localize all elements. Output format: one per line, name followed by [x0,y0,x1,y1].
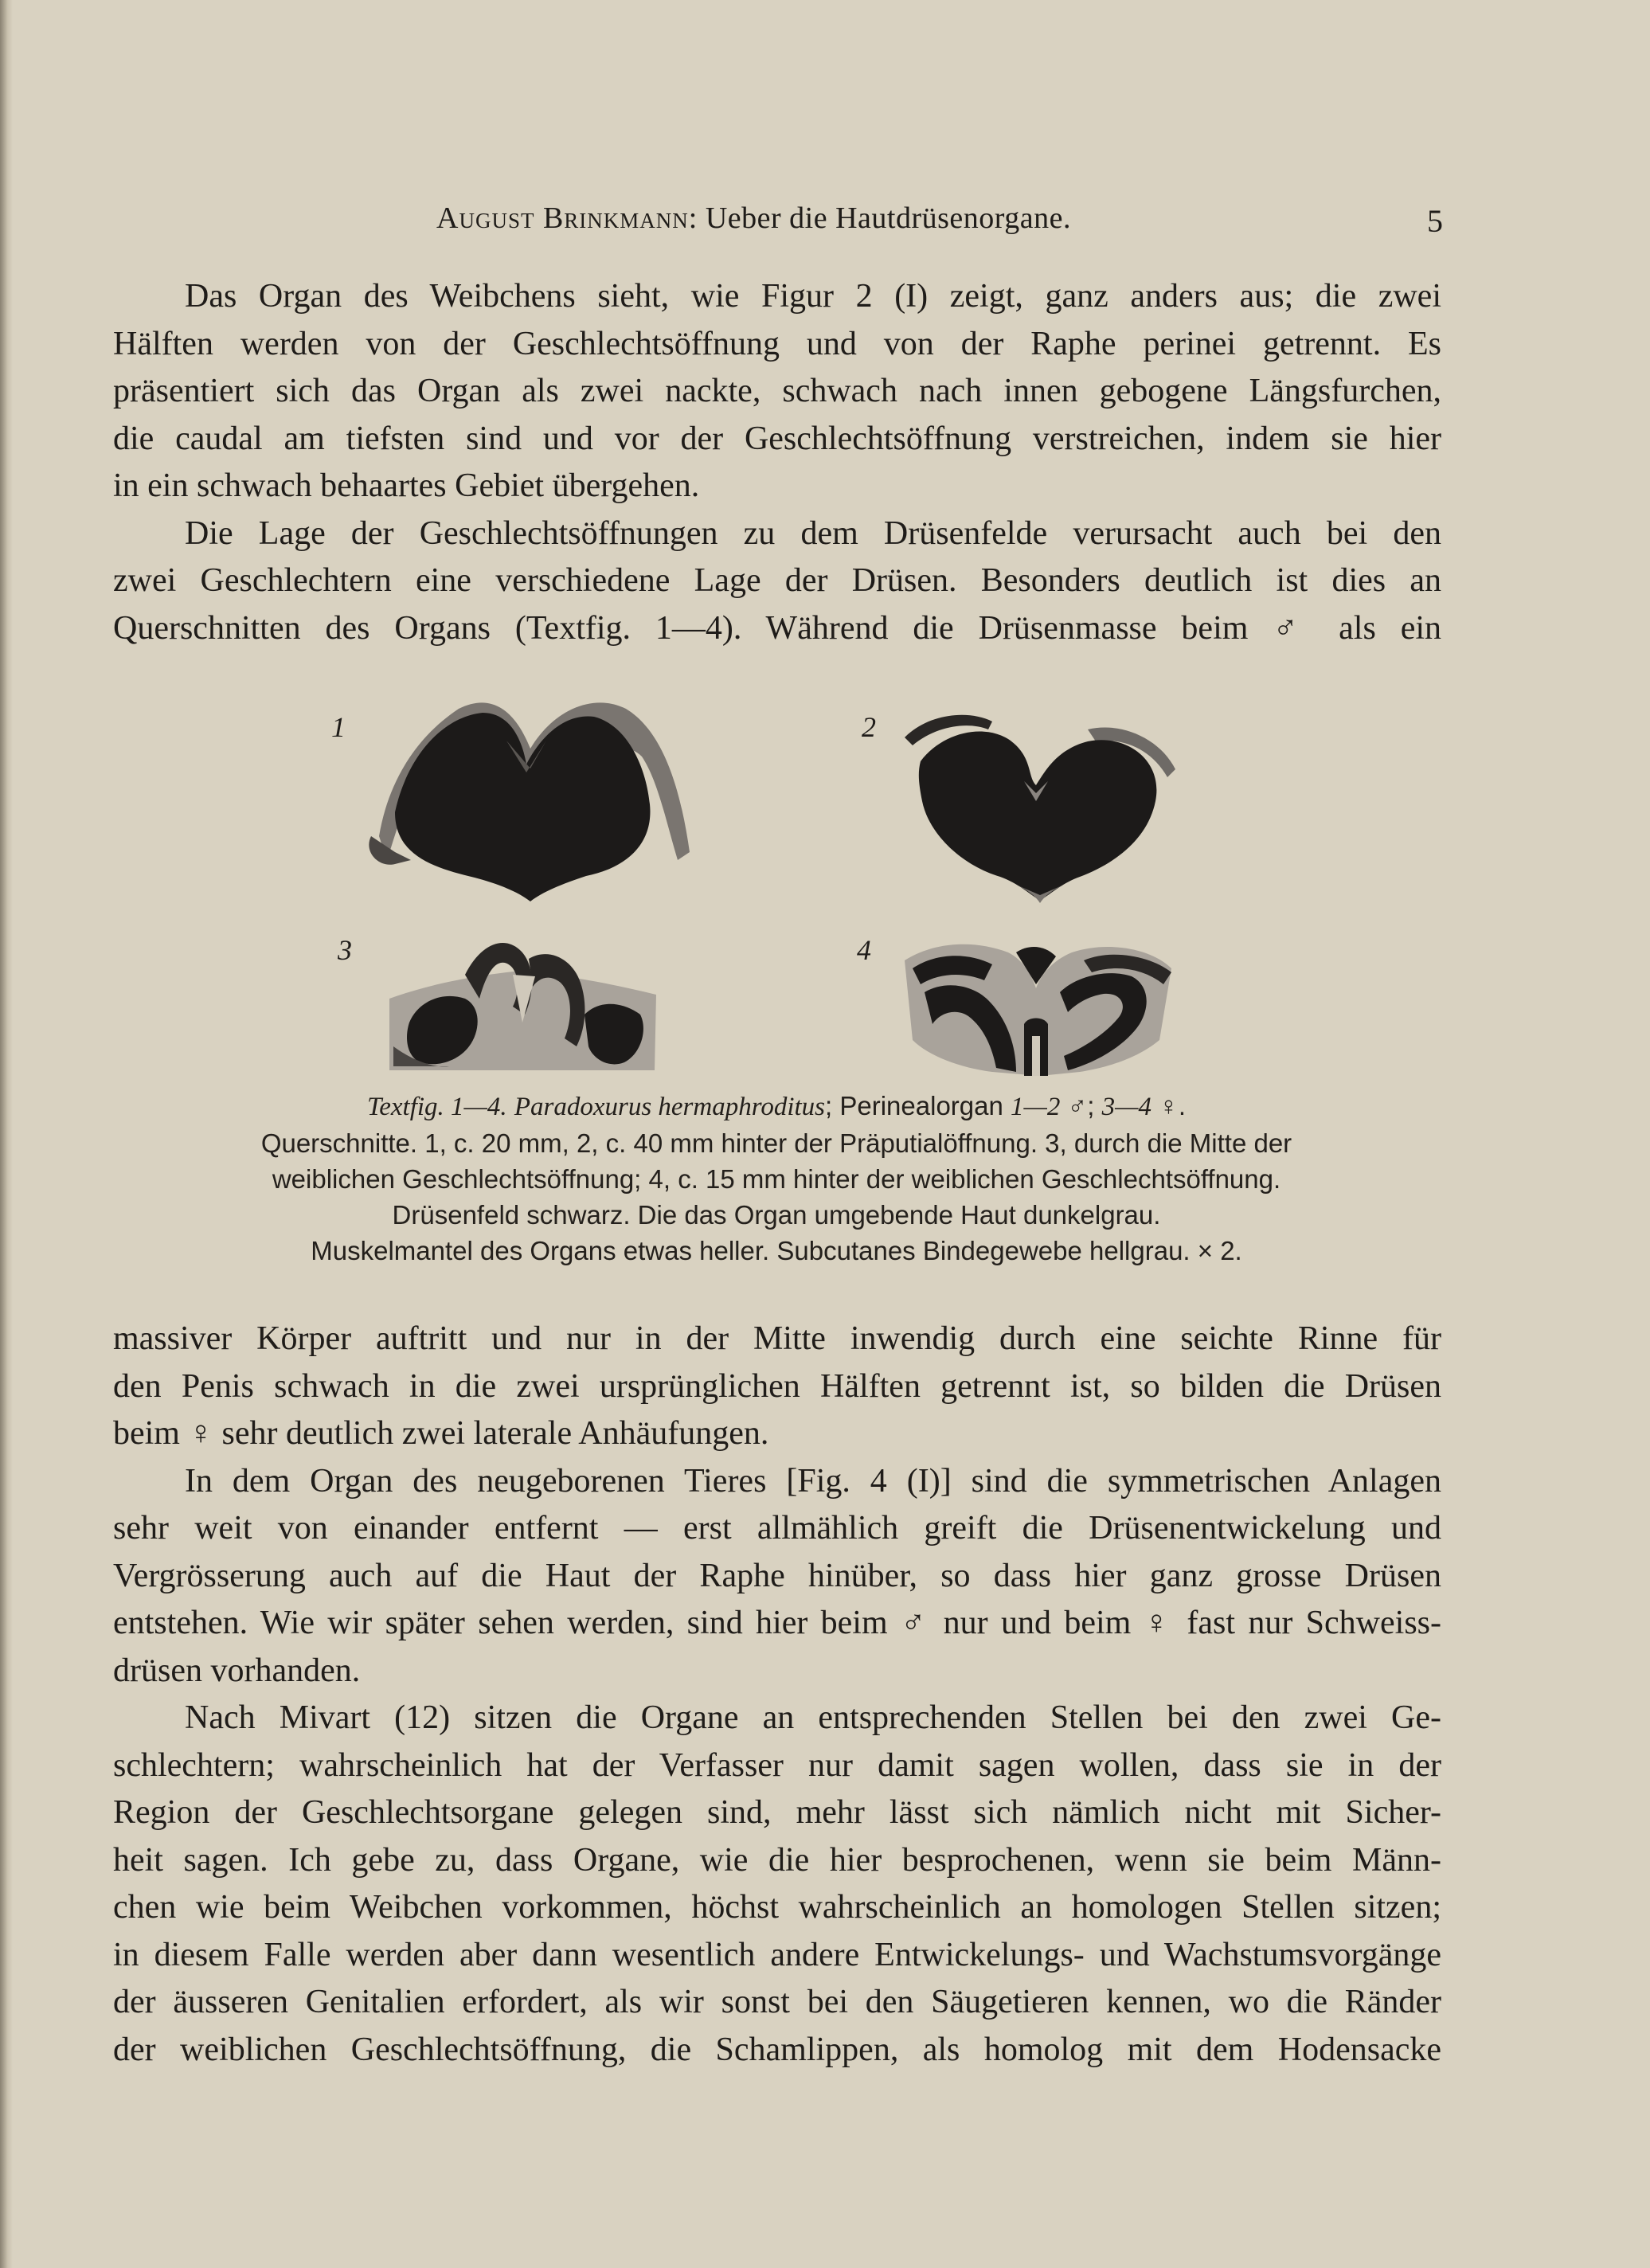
figure-1-cross-section [363,693,698,908]
text-line: die caudal am tiefsten sind und vor der Geschlechtsöffnung verstreichen, indem sie hier [113,420,1441,457]
caption-figref: Textfig. 1—4. [366,1093,507,1121]
text-line: Hälften werden von der Geschlechtsöffnung und von der Raphe perinei getrennt. Es [113,325,1441,362]
caption-line-3: weiblichen Geschlechtsöffnung; 4, c. 15 mm hinter der weiblichen Geschlechtsöffnung. [272,1164,1281,1194]
caption-line-1 [127,1088,1425,1125]
text-line: Querschnitten des Organs (Textfig. 1—4). Während die Drüsenmasse beim ♂ als ein [113,609,1441,647]
caption-line-2: Querschnitte. 1, c. 20 mm, 2, c. 40 mm hinter der Präputialöffnung. 3, durch die Mitte der [260,1128,1292,1158]
text-line: zwei Geschlechtern eine verschiedene Lage der Drüsen. Besonders deutlich ist dies an [113,562,1441,599]
text-line: sehr weit von einander entfernt — erst allmählich greift die Drüsenentwickelung und [113,1510,1441,1547]
figure-label-3: 3 [338,934,352,966]
text-line: In dem Organ des neugeborenen Tieres [Fig. 4 (I)] sind die symmetrischen Anlagen [185,1462,1441,1500]
caption-line-4: Drüsenfeld schwarz. Die das Organ umgebende Haut dunkelgrau. [392,1200,1161,1230]
caption-line-5: Muskelmantel des Organs etwas heller. Subcutanes Bindegewebe hellgrau. × 2. [311,1236,1242,1265]
text-line: massiver Körper auftritt und nur in der Mitte inwendig durch eine seichte Rinne für [113,1320,1441,1357]
text-line: der äusseren Genitalien erfordert, als wir sonst bei den Säugetieren kennen, wo die Ränder [113,1984,1441,2020]
text-line: beim ♀ sehr deutlich zwei laterale Anhäufungen. [113,1415,769,1452]
caption-male-sign: ♂; [1060,1091,1102,1120]
text-line: präsentiert sich das Organ als zwei nackte, schwach nach innen gebogene Längsfurchen, [113,373,1441,409]
text-line: Nach Mivart (12) sitzen die Organe an entsprechenden Stellen bei den zwei Ge- [185,1699,1441,1736]
text-line: Vergrösserung auch auf die Haut der Raphe hinüber, so dass hier ganz grosse Drüsen [113,1557,1441,1594]
caption-organ: ; Perinealorgan [825,1091,1011,1120]
figure-label-2: 2 [862,711,876,743]
header-title: : Ueber die Hautdrüsenorgane. [688,201,1071,235]
text-block-bottom [113,1316,1441,2074]
page-number: 5 [1427,203,1443,239]
header-author: August Brinkmann [436,201,689,235]
figure-label-1: 1 [331,711,346,743]
text-line: den Penis schwach in die zwei ursprünglichen Hälften getrennt ist, so bilden die Drüsen [113,1367,1441,1405]
page-edge [0,0,13,2268]
figure-caption [127,1088,1425,1269]
caption-female-sign: ♀. [1151,1091,1187,1120]
caption-range-female: 3—4 [1101,1093,1151,1121]
running-head [436,201,1233,236]
text-line: in ein schwach behaartes Gebiet übergehen. [113,467,700,504]
caption-range-male: 1—2 [1011,1093,1061,1121]
figure-label-4: 4 [857,934,871,966]
caption-species: Paradoxurus hermaphroditus [514,1093,826,1121]
text-block-top [113,273,1441,652]
figure-2-cross-section [897,706,1183,905]
text-line: Das Organ des Weibchens sieht, wie Figur 2 (I) zeigt, ganz anders aus; die zwei [185,278,1441,315]
text-line: in diesem Falle werden aber dann wesentlich andere Entwickelungs- und Wachstumsvorgänge [113,1936,1441,1973]
text-line: der weiblichen Geschlechtsöffnung, die Schamlippen, als homolog mit dem Hodensacke [113,2031,1441,2068]
text-line: schlechtern; wahrscheinlich hat der Verfasser nur damit sagen wollen, dass sie in der [113,1746,1441,1784]
text-line: drüsen vorhanden. [113,1652,361,1689]
text-line: entstehen. Wie wir später sehen werden, sind hier beim ♂ nur und beim ♀ fast nur Schweiss- [113,1605,1441,1641]
text-line: Die Lage der Geschlechtsöffnungen zu dem Drüsenfelde verursacht auch bei den [185,514,1441,552]
text-line: heit sagen. Ich gebe zu, dass Organe, wie die hier besprochenen, wenn sie beim Männ- [113,1841,1441,1879]
text-line: chen wie beim Weibchen vorkommen, höchst wahrscheinlich an homologen Stellen sitzen; [113,1889,1441,1926]
figure-3-cross-section [385,927,660,1074]
figure-4-cross-section [897,937,1175,1080]
text-line: Region der Geschlechtsorgane gelegen sind, mehr lässt sich nämlich nicht mit Sicher- [113,1794,1441,1831]
